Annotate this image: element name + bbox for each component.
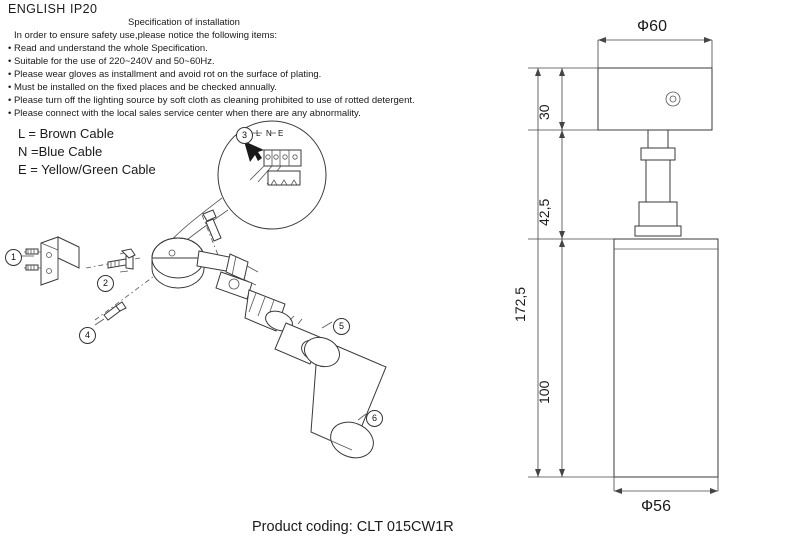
- callout-5: 5: [333, 318, 350, 335]
- language-label: ENGLISH: [8, 2, 66, 16]
- specification-item: • Must be installed on the fixed places and be checked annually.: [8, 82, 277, 93]
- specification-item: • Please connect with the local sales service center when there are any abnormality.: [8, 108, 361, 119]
- svg-text:N: N: [266, 129, 272, 138]
- callout-6: 6: [366, 410, 383, 427]
- cable-legend-live: L = Brown Cable: [18, 126, 114, 141]
- specification-title: Specification of installation: [128, 17, 240, 28]
- cable-legend-earth: E = Yellow/Green Cable: [18, 162, 156, 177]
- callout-3: 3: [236, 127, 253, 144]
- ip-rating-label: IP20: [70, 2, 98, 16]
- specification-item: • Read and understand the whole Specification.: [8, 43, 208, 54]
- cable-legend-neutral: N =Blue Cable: [18, 144, 103, 159]
- svg-text:L: L: [256, 129, 261, 138]
- dimension-body-height: 100: [536, 380, 552, 404]
- specification-item: • Suitable for the use of 220~240V and 50~60Hz.: [8, 56, 215, 67]
- dimension-arm-height: 42,5: [536, 198, 552, 226]
- specification-item: • Please turn off the lighting source by soft cloth as cleaning prohibited to use of rotted detergent.: [8, 95, 415, 106]
- callout-2: 2: [97, 275, 114, 292]
- callout-4: 4: [79, 327, 96, 344]
- dimension-top-diameter: Ф60: [637, 18, 667, 35]
- callout-1: 1: [5, 249, 22, 266]
- dimension-bottom-diameter: Ф56: [641, 498, 671, 515]
- dimension-head-height: 30: [536, 104, 552, 120]
- product-coding-label: Product coding: CLT 015CW1R: [252, 519, 454, 535]
- specification-intro: In order to ensure safety use,please notice the following items:: [14, 30, 277, 41]
- specification-item: • Please wear gloves as installment and avoid rot on the surface of plating.: [8, 69, 322, 80]
- svg-text:E: E: [278, 129, 284, 138]
- dimension-total-height: 172,5: [512, 286, 528, 322]
